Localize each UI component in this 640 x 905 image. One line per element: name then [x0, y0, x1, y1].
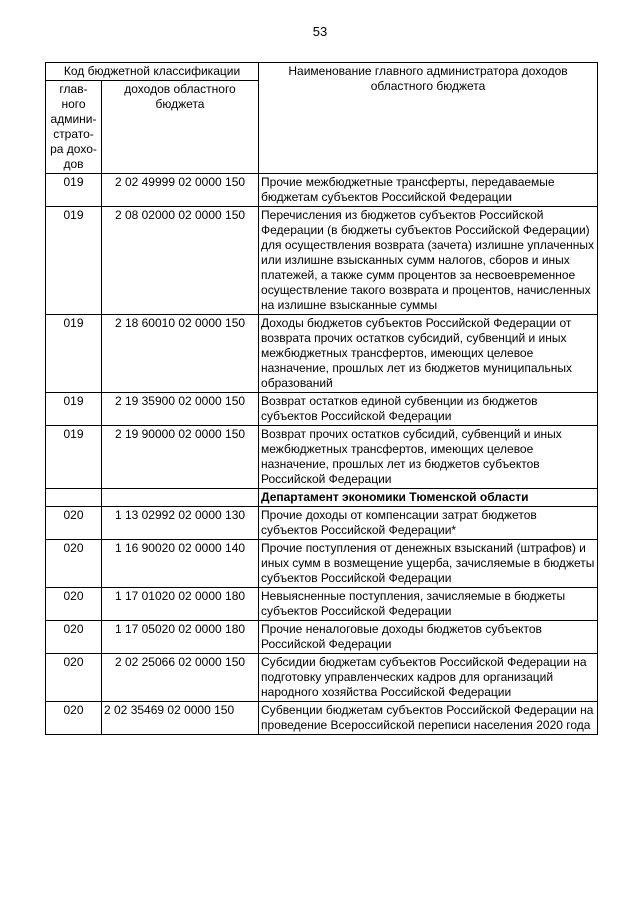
header-admin-column: [46, 81, 102, 174]
header-admin-line: ра дохо-: [50, 142, 97, 156]
administrator-name-cell: Прочие поступления от денежных взысканий (штрафов) и иных сумм в возмещение ущерба, зачисляемые в бюджеты субъектов Российской Федерации: [259, 540, 598, 588]
table-row: [46, 621, 598, 654]
table-row: [46, 507, 598, 540]
table-row: [46, 315, 598, 393]
header-row-group: [46, 63, 598, 81]
table-row: [46, 393, 598, 426]
revenue-code-cell: 2 02 49999 02 0000 150: [102, 174, 259, 207]
revenue-code-cell: 2 02 35469 02 0000 150: [102, 702, 259, 735]
administrator-name-cell: Возврат прочих остатков субсидий, субвенций и иных межбюджетных трансфертов, имеющих целевое назначение, прошлых лет из бюджетов субъектов Российской Федерации: [259, 426, 598, 489]
revenue-code-cell: 2 19 35900 02 0000 150: [102, 393, 259, 426]
header-name-column: Наименование главного администратора доходов областного бюджета: [259, 63, 598, 174]
administrator-name-cell: Невыясненные поступления, зачисляемые в бюджеты субъектов Российской Федерации: [259, 588, 598, 621]
revenue-code-cell: 2 08 02000 02 0000 150: [102, 207, 259, 315]
header-group-label: Код бюджетной классификации: [46, 63, 259, 81]
admin-code-cell: 019: [46, 174, 102, 207]
administrator-name-cell: Доходы бюджетов субъектов Российской Федерации от возврата прочих остатков субсидий, субвенций и иных межбюджетных трансфертов, имеющих целевое назначение, прошлых лет из бюджетов муниципальных образований: [259, 315, 598, 393]
table-row: [46, 207, 598, 315]
administrator-name-cell: Перечисления из бюджетов субъектов Российской Федерации (в бюджеты субъектов Российской Федерации) для осуществления возврата (зачета) излишне уплаченных или излишне взысканных сумм налогов, сборов и иных платежей, а также сумм процентов за несвоевременное осуществление такого возврата и процентов, начисленных на излишне взысканные суммы: [259, 207, 598, 315]
header-admin-line: дов: [63, 157, 84, 171]
revenue-code-cell: [102, 489, 259, 507]
administrator-name-cell: Прочие неналоговые доходы бюджетов субъектов Российской Федерации: [259, 621, 598, 654]
header-admin-line: глав-: [59, 82, 88, 96]
admin-code-cell: 020: [46, 507, 102, 540]
revenue-code-cell: 1 16 90020 02 0000 140: [102, 540, 259, 588]
admin-code-cell: 019: [46, 315, 102, 393]
header-admin-line: ного: [61, 97, 86, 111]
administrator-name-cell: Субвенции бюджетам субъектов Российской Федерации на проведение Всероссийской переписи населения 2020 года: [259, 702, 598, 735]
admin-code-cell: 020: [46, 540, 102, 588]
revenue-code-cell: 1 17 05020 02 0000 180: [102, 621, 259, 654]
revenue-code-cell: 1 17 01020 02 0000 180: [102, 588, 259, 621]
section-title-cell: Департамент экономики Тюменской области: [259, 489, 598, 507]
admin-code-cell: 020: [46, 588, 102, 621]
revenue-code-cell: 1 13 02992 02 0000 130: [102, 507, 259, 540]
table-row: [46, 426, 598, 489]
revenue-code-cell: 2 19 90000 02 0000 150: [102, 426, 259, 489]
page-number: 53: [312, 24, 328, 39]
header-admin-line: страто-: [53, 127, 94, 141]
administrator-name-cell: Возврат остатков единой субвенции из бюджетов субъектов Российской Федерации: [259, 393, 598, 426]
administrator-name-cell: Субсидии бюджетам субъектов Российской Федерации на подготовку управленческих кадров для организаций народного хозяйства Российской Федерации: [259, 654, 598, 702]
table-row: [46, 702, 598, 735]
administrator-name-cell: Прочие доходы от компенсации затрат бюджетов субъектов Российской Федерации*: [259, 507, 598, 540]
revenue-code-cell: 2 02 25066 02 0000 150: [102, 654, 259, 702]
table-section-row: [46, 489, 598, 507]
table-row: [46, 588, 598, 621]
revenue-code-cell: 2 18 60010 02 0000 150: [102, 315, 259, 393]
admin-code-cell: 020: [46, 654, 102, 702]
admin-code-cell: 019: [46, 426, 102, 489]
header-code-column: доходов областного бюджета: [102, 81, 259, 174]
admin-code-cell: 020: [46, 621, 102, 654]
admin-code-cell: 019: [46, 393, 102, 426]
admin-code-cell: 019: [46, 207, 102, 315]
table-row: [46, 654, 598, 702]
header-admin-line: админи-: [50, 112, 97, 126]
table-row: [46, 540, 598, 588]
budget-classification-table: [45, 62, 598, 735]
admin-code-cell: 020: [46, 702, 102, 735]
table-row: [46, 174, 598, 207]
admin-code-cell: [46, 489, 102, 507]
administrator-name-cell: Прочие межбюджетные трансферты, передаваемые бюджетам субъектов Российской Федерации: [259, 174, 598, 207]
